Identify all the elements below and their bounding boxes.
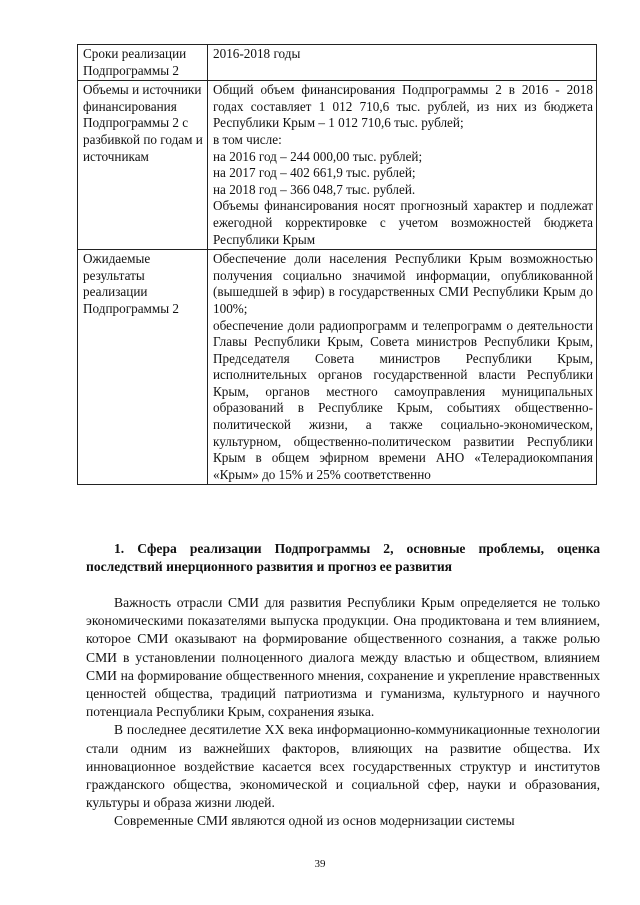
row-value-results [208,250,597,485]
funding-note: Объемы финансирования носят прогнозный характер и подлежат ежегодной корректировке с учетом возможностей бюджета Республики Крым [213,198,593,247]
result-item-2: обеспечение доли радиопрограмм и телепрограмм о деятельности Главы Республики Крым, Совета министров Республики Крым, Председателя Совета министров Республики Крым, исполнительных органов государственной власти Республики Крым, органов местного самоуправления муниципальных образований в Республике Крым, событиях общественно-политической жизни, а также социально-экономическом, культурном, общественно-политическом развитии Республики Крым в общем эфирном времени АНО «Телерадиокомпания «Крым» до 15% и 25% соответственно [213,317,593,482]
row-label-results: Ожидаемые результаты реализации Подпрограммы 2 [78,250,208,485]
terms-value: 2016-2018 годы [213,46,301,61]
subprogram-passport-table [77,44,597,485]
section-heading: 1. Сфера реализации Подпрограммы 2, основные проблемы, оценка последствий инерционного развития и прогноз ее развития [86,541,600,574]
page-number: 39 [314,858,326,870]
section-body [86,594,600,831]
funding-including: в том числе: [213,131,282,147]
funding-total: Общий объем финансирования Подпрограммы 2 в 2016 - 2018 годах составляет 1 012 710,6 тыс. рублей, из них из бюджета Республики Крым – 1 012 710,6 тыс. рублей; [213,82,593,131]
row-value-funding [208,81,597,250]
row-label-funding: Объемы и источники финансирования Подпрограммы 2 с разбивкой по годам и источникам [78,81,208,250]
funding-2016: на 2016 год – 244 000,00 тыс. рублей; [213,148,423,164]
paragraph: Современные СМИ являются одной из основ модернизации системы [114,813,515,829]
table-row [78,45,597,81]
paragraph: Важность отрасли СМИ для развития Республики Крым определяется не только экономическими показателями выпуска продукции. Она продиктована и тем влиянием, которое СМИ оказывают на формирование общественного сознания, а также ролью СМИ в установлении полноценного диалога между властью и обществом, влиянием СМИ на формирование общественного мнения, сохранение и укрепление нравственных ценностей общества, традиций патриотизма и гуманизма, культурного и научного потенциала Республики Крым, сохранения языка. [86,595,600,720]
funding-2017: на 2017 год – 402 661,9 тыс. рублей; [213,165,416,181]
funding-2018: на 2018 год – 366 048,7 тыс. рублей. [213,181,416,197]
row-label-terms: Сроки реализации Подпрограммы 2 [78,45,208,81]
table-row [78,250,597,485]
row-value-terms [208,45,597,81]
result-item-1: Обеспечение доли населения Республики Крым возможностью получения социально значимой информации, опубликованной (вышедшей в эфир) в государственных СМИ Республики Крым до 100%; [213,251,593,316]
paragraph: В последнее десятилетие XX века информационно-коммуникационные технологии стали одним из важнейших факторов, влияющих на развитие общества. Их инновационное воздействие касается всех государственных структур и институтов гражданского общества, экономической и социальной сфер, науки и образования, культуры и образа жизни людей. [86,722,600,811]
table-row [78,81,597,250]
